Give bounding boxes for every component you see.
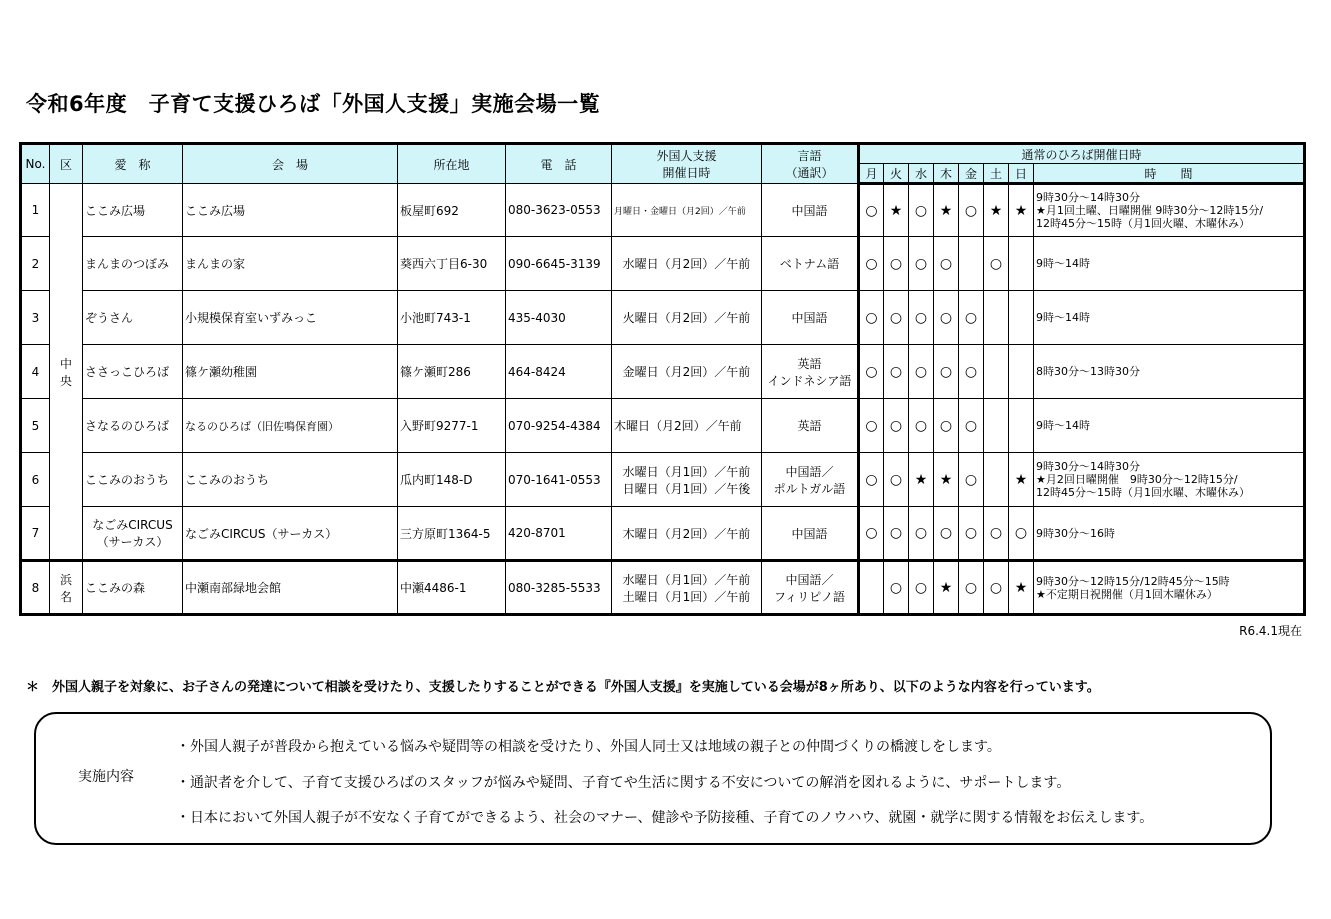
day-mark: [1009, 345, 1034, 399]
day-mark: [959, 237, 984, 291]
day-mark: ○: [909, 399, 934, 453]
header-day-mon: 月: [859, 164, 884, 184]
row-venue: なごみCIRCUS（サーカス）: [183, 507, 398, 561]
row-address: 板屋町692: [398, 184, 506, 237]
day-mark: ★: [934, 561, 959, 615]
day-mark: ○: [959, 399, 984, 453]
row-address: 篠ケ瀬町286: [398, 345, 506, 399]
row-time: 9時30分～14時30分 ★月2回日曜開催 9時30分～12時15分/ 12時45分～15時（月1回水曜、木曜休み）: [1034, 453, 1305, 507]
day-mark: ○: [884, 399, 909, 453]
table-row: [21, 561, 1305, 615]
box-label: 実施内容: [78, 769, 134, 785]
row-time: 9時30分～12時15分/12時45分～15時 ★不定期日祝開催（月1回木曜休み）: [1034, 561, 1305, 615]
day-mark: ○: [884, 507, 909, 561]
row-language: 中国語: [762, 507, 859, 561]
header-time: 時 間: [1034, 164, 1305, 184]
row-phone: 080-3285-5533: [506, 561, 612, 615]
row-support: 木曜日（月2回）／午前: [612, 399, 762, 453]
row-support: 月曜日・金曜日（月2回）／午前: [612, 184, 762, 237]
day-mark: ★: [934, 453, 959, 507]
row-support: 木曜日（月2回）／午前: [612, 507, 762, 561]
day-mark: ○: [959, 291, 984, 345]
row-venue: ここみ広場: [183, 184, 398, 237]
row-venue: 篠ケ瀬幼稚園: [183, 345, 398, 399]
day-mark: ○: [984, 561, 1009, 615]
row-nickname: さなるのひろば: [83, 399, 183, 453]
row-phone: 420-8701: [506, 507, 612, 561]
row-venue: 中瀬南部緑地会館: [183, 561, 398, 615]
row-no: 8: [21, 561, 50, 615]
row-no: 3: [21, 291, 50, 345]
day-mark: ○: [859, 453, 884, 507]
day-mark: [984, 453, 1009, 507]
day-mark: ○: [1009, 507, 1034, 561]
header-support: 外国人支援 開催日時: [612, 144, 762, 184]
ward-cell: 浜 名: [50, 561, 83, 615]
day-mark: ○: [934, 237, 959, 291]
row-address: 葵西六丁目6-30: [398, 237, 506, 291]
row-language: 英語: [762, 399, 859, 453]
row-address: 小池町743-1: [398, 291, 506, 345]
row-no: 7: [21, 507, 50, 561]
day-mark: ○: [959, 561, 984, 615]
day-mark: [859, 561, 884, 615]
row-nickname: まんまのつぼみ: [83, 237, 183, 291]
row-phone: 435-4030: [506, 291, 612, 345]
header-venue: 会 場: [183, 144, 398, 184]
header-day-sun: 日: [1009, 164, 1034, 184]
row-support: 水曜日（月2回）／午前: [612, 237, 762, 291]
row-phone: 080-3623-0553: [506, 184, 612, 237]
row-time: 9時30分～16時: [1034, 507, 1305, 561]
row-time: 9時30分～14時30分 ★月1回土曜、日曜開催 9時30分～12時15分/ 12時45分～15時（月1回火曜、木曜休み）: [1034, 184, 1305, 237]
day-mark: ○: [959, 453, 984, 507]
day-mark: ○: [959, 507, 984, 561]
row-venue: ここみのおうち: [183, 453, 398, 507]
day-mark: [1009, 291, 1034, 345]
row-no: 6: [21, 453, 50, 507]
day-mark: ○: [909, 345, 934, 399]
content-box: [34, 712, 1272, 845]
row-support: 水曜日（月1回）／午前 土曜日（月1回）／午前: [612, 561, 762, 615]
row-venue: なるのひろば（旧佐鳴保育園）: [183, 399, 398, 453]
box-item: ・通訳者を介して、子育て支援ひろばのスタッフが悩みや疑問、子育てや生活に関する不安についての解消を図れるように、サポートします。: [176, 775, 1071, 791]
row-no: 1: [21, 184, 50, 237]
day-mark: ○: [909, 291, 934, 345]
page-title: 令和6年度 子育て支援ひろば「外国人支援」実施会場一覧: [26, 92, 601, 116]
box-item: ・日本において外国人親子が不安なく子育てができるよう、社会のマナー、健診や予防接種、子育てのノウハウ、就園・就学に関する情報をお伝えします。: [176, 810, 1154, 826]
row-phone: 464-8424: [506, 345, 612, 399]
row-address: 入野町9277-1: [398, 399, 506, 453]
row-language: 中国語: [762, 184, 859, 237]
row-time: 9時～14時: [1034, 399, 1305, 453]
header-address: 所在地: [398, 144, 506, 184]
header-no: No.: [21, 144, 50, 184]
row-no: 2: [21, 237, 50, 291]
day-mark: ○: [934, 507, 959, 561]
day-mark: ○: [884, 237, 909, 291]
row-nickname: ささっこひろば: [83, 345, 183, 399]
day-mark: ○: [884, 291, 909, 345]
day-mark: ★: [1009, 453, 1034, 507]
day-mark: ○: [984, 237, 1009, 291]
header-day-fri: 金: [959, 164, 984, 184]
row-nickname: ぞうさん: [83, 291, 183, 345]
table-row: [21, 345, 1305, 399]
venue-table: [19, 142, 1306, 616]
row-language: 中国語／ ポルトガル語: [762, 453, 859, 507]
header-ward: 区: [50, 144, 83, 184]
notice-text: ＊ 外国人親子を対象に、お子さんの発達について相談を受けたり、支援したりすることができる『外国人支援』を実施している会場が8ヶ所あり、以下のような内容を行っています。: [26, 680, 1100, 695]
header-phone: 電 話: [506, 144, 612, 184]
row-address: 三方原町1364-5: [398, 507, 506, 561]
header-nickname: 愛 称: [83, 144, 183, 184]
row-time: 9時～14時: [1034, 291, 1305, 345]
row-venue: 小規模保育室いずみっこ: [183, 291, 398, 345]
day-mark: ○: [859, 291, 884, 345]
day-mark: ○: [859, 345, 884, 399]
header-day-thu: 木: [934, 164, 959, 184]
row-no: 5: [21, 399, 50, 453]
row-no: 4: [21, 345, 50, 399]
day-mark: ○: [909, 507, 934, 561]
day-mark: ○: [984, 507, 1009, 561]
row-language: 中国語: [762, 291, 859, 345]
day-mark: ○: [859, 184, 884, 237]
day-mark: ○: [909, 184, 934, 237]
row-language: 中国語／ フィリピノ語: [762, 561, 859, 615]
day-mark: ○: [859, 399, 884, 453]
day-mark: [1009, 237, 1034, 291]
row-venue: まんまの家: [183, 237, 398, 291]
row-phone: 070-1641-0553: [506, 453, 612, 507]
day-mark: ○: [959, 184, 984, 237]
day-mark: [984, 291, 1009, 345]
row-time: 8時30分～13時30分: [1034, 345, 1305, 399]
day-mark: ★: [1009, 561, 1034, 615]
row-phone: 070-9254-4384: [506, 399, 612, 453]
day-mark: ○: [884, 453, 909, 507]
day-mark: ★: [884, 184, 909, 237]
day-mark: ○: [884, 345, 909, 399]
table-row: [21, 184, 1305, 237]
day-mark: ★: [934, 184, 959, 237]
header-day-sat: 土: [984, 164, 1009, 184]
day-mark: ○: [959, 345, 984, 399]
row-language: 英語 インドネシア語: [762, 345, 859, 399]
row-nickname: ここみの森: [83, 561, 183, 615]
box-item: ・外国人親子が普段から抱えている悩みや疑問等の相談を受けたり、外国人同士又は地域の親子との仲間づくりの橋渡しをします。: [176, 739, 1001, 755]
table-row: [21, 291, 1305, 345]
day-mark: ○: [909, 561, 934, 615]
row-language: ベトナム語: [762, 237, 859, 291]
header-day-tue: 火: [884, 164, 909, 184]
as-of-date: R6.4.1現在: [1239, 624, 1302, 638]
day-mark: ○: [934, 345, 959, 399]
day-mark: ★: [1009, 184, 1034, 237]
header-language: 言語 （通訳）: [762, 144, 859, 184]
row-nickname: ここみ広場: [83, 184, 183, 237]
row-support: 火曜日（月2回）／午前: [612, 291, 762, 345]
day-mark: ○: [859, 507, 884, 561]
table-row: [21, 237, 1305, 291]
row-support: 金曜日（月2回）／午前: [612, 345, 762, 399]
row-nickname: ここみのおうち: [83, 453, 183, 507]
row-phone: 090-6645-3139: [506, 237, 612, 291]
row-address: 瓜内町148-D: [398, 453, 506, 507]
day-mark: ★: [984, 184, 1009, 237]
row-support: 水曜日（月1回）／午前 日曜日（月1回）／午後: [612, 453, 762, 507]
table-row: [21, 453, 1305, 507]
day-mark: ○: [934, 399, 959, 453]
table-row: [21, 507, 1305, 561]
ward-cell: 中 央: [50, 184, 83, 561]
day-mark: ○: [909, 237, 934, 291]
day-mark: [984, 399, 1009, 453]
day-mark: [1009, 399, 1034, 453]
table-row: [21, 399, 1305, 453]
row-address: 中瀬4486-1: [398, 561, 506, 615]
day-mark: ○: [934, 291, 959, 345]
row-time: 9時～14時: [1034, 237, 1305, 291]
header-regular: 通常のひろば開催日時: [859, 144, 1305, 164]
day-mark: ○: [884, 561, 909, 615]
day-mark: [984, 345, 1009, 399]
row-nickname: なごみCIRCUS （サーカス）: [83, 507, 183, 561]
day-mark: ○: [859, 237, 884, 291]
day-mark: ★: [909, 453, 934, 507]
header-day-wed: 水: [909, 164, 934, 184]
